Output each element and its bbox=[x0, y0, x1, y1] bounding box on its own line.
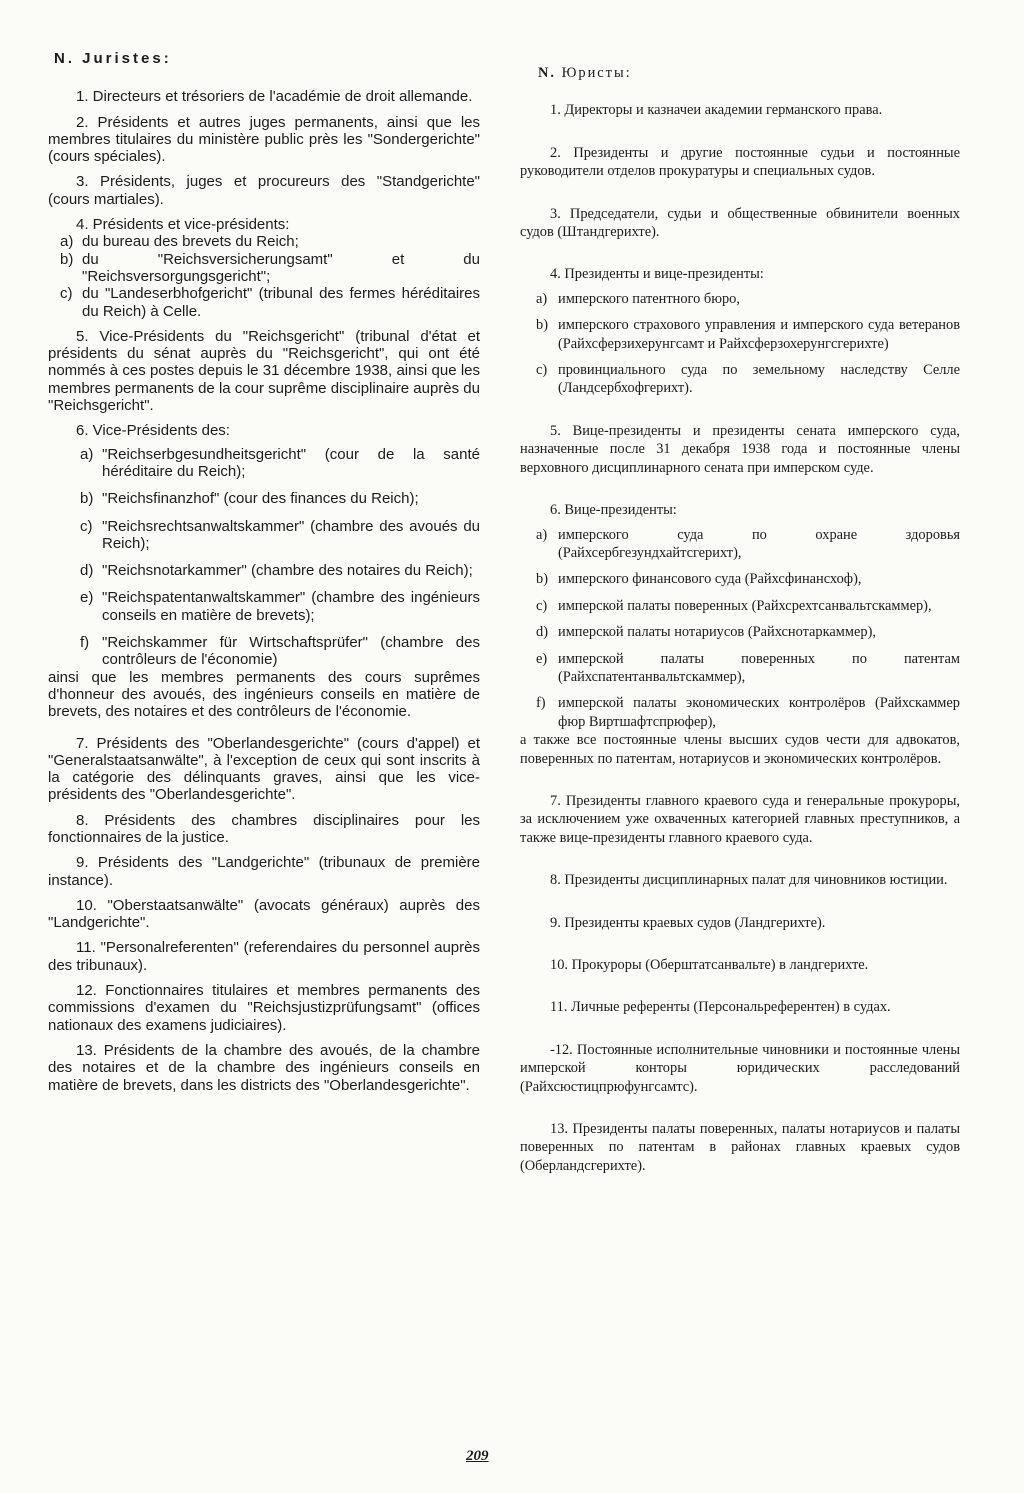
ru-item-5: 5. Вице-президенты и президенты сената имперского суда, назначенные после 31 декабря 1938 года и постоянные члены верховного дисциплинарного сената при имперском суде. bbox=[520, 422, 960, 476]
fr-item-10: 10. "Oberstaatsanwälte" (avocats généraux) auprès des "Landgerichte". bbox=[48, 896, 480, 932]
fr-item-6d: d) "Reichsnotarkammer" (chambre des notaires du Reich); bbox=[80, 562, 473, 580]
fr-item-4a: a) du bureau des brevets du Reich; bbox=[60, 233, 299, 251]
fr-item-4: 4. Présidents et vice-présidents: a) du bureau des brevets du Reich; b) du "Reichsversicherungsamt" et du "Reichsversorgungsgericht"; c) du "Landeserbhofgericht" (tribunal des fermes héréditaires du Reich) à Celle. bbox=[60, 216, 480, 320]
fr-item-13: 13. Présidents de la chambre des avoués, de la chambre des notaires et de la chambre des ingénieurs conseils en matière de brevets, dans les districts des "Oberlandesgerichte". bbox=[48, 1041, 480, 1094]
fr-item-6a: a) "Reichserbgesundheitsgericht" (cour de la santé héréditaire du Reich); bbox=[80, 445, 480, 480]
fr-item-9: 9. Présidents des "Landgerichte" (tribunaux de première instance). bbox=[48, 854, 480, 889]
ru-item-6: 6. Вице-президенты: а) имперского суда по охране здоровья (Райхсербгезундхайтсгерихт), b) имперского финансового суда (Райхсфинансхоф), с) имперской палаты поверенных (Райхсрехтсанвальтскаммер), d) имперской палаты нотариусов (Райхснотаркаммер), е) имперской палаты поверенных по патентам (Райхспатентанвальтскаммер), f) имперской палаты экономических контролёров (Райхскаммер фюр Виртшафтспрюфер), а также все постоянные члены высших судов чести для адвокатов, поверенных по патентам, нотариусов и экономических контролёров. bbox=[520, 502, 960, 767]
french-column bbox=[48, 50, 480, 1102]
fr-item-6b: b) "Reichsfinanzhof" (cour des finances du Reich); bbox=[80, 490, 419, 508]
ru-item-6d: d) имперской палаты нотариусов (Райхснотаркаммер), bbox=[536, 624, 876, 641]
ru-item-6a: а) имперского суда по охране здоровья (Райхсербгезундхайтсгерихт), bbox=[536, 526, 960, 561]
ru-item-10: 10. Прокуроры (Оберштатсанвальте) в ландгерихте. bbox=[550, 957, 869, 973]
section-heading-ru: N. Юристы: bbox=[538, 65, 632, 81]
fr-item-1: 1. Directeurs et trésoriers de l'académie de droit allemande. bbox=[76, 88, 473, 106]
ru-item-4c: с) провинциального суда по земельному наследству Селле (Ландсербхофгерихт). bbox=[536, 362, 960, 397]
ru-item-6-tail: а также все постоянные члены высших судов чести для адвокатов, поверенных по патентам, нотариусов и экономических контролёров. bbox=[520, 732, 960, 767]
ru-item-6b: b) имперского финансового суда (Райхсфинансхоф), bbox=[536, 571, 862, 588]
ru-item-6c: с) имперской палаты поверенных (Райхсрехтсанвальтскаммер), bbox=[536, 597, 932, 614]
fr-item-6-tail: ainsi que les membres permanents des cours suprêmes d'honneur des avoués, des ingénieurs conseils en matière de brevets, des notaires et des contrôleurs de l'économie. bbox=[48, 668, 480, 721]
fr-item-7: 7. Présidents des "Oberlandesgerichte" (cours d'appel) et "Generalstaatsanwälte", à l'exception de ceux qui sont inscrits à la catégorie des délinquants graves, ainsi que les vice-présidents des "Oberlandesgerichte". bbox=[48, 734, 480, 804]
fr-item-6f: f) "Reichskammer für Wirtschaftsprüfer" (chambre des contrôleurs de l'économie) bbox=[80, 634, 480, 669]
ru-item-12: -12. Постоянные исполнительные чиновники и постоянные члены имперской конторы юридических расследований (Райхсюстицпрюфунгсамтс). bbox=[520, 1041, 960, 1095]
fr-item-3: 3. Présidents, juges et procureurs des "Standgerichte" (cours martiales). bbox=[48, 173, 480, 208]
section-heading-fr: N. Juristes: bbox=[54, 50, 172, 67]
fr-item-4c: c) du "Landeserbhofgericht" (tribunal des fermes héréditaires du Reich) à Celle. bbox=[60, 285, 480, 320]
fr-item-2: 2. Présidents et autres juges permanents, ainsi que les membres titulaires du ministère public près les "Sondergerichte" (cours spéciales). bbox=[48, 113, 480, 166]
ru-item-8: 8. Президенты дисциплинарных палат для чиновников юстиции. bbox=[550, 872, 948, 889]
fr-item-12: 12. Fonctionnaires titulaires et membres permanents des commissions d'examen du "Reichsjustizprüfungsamt" (offices nationaux des examens judiciaires). bbox=[48, 982, 480, 1034]
ru-item-3: 3. Председатели, судьи и общественные обвинители военных судов (Штандгерихте). bbox=[520, 205, 960, 241]
ru-item-2: 2. Президенты и другие постоянные судьи и постоянные руководители отделов прокуратуры и специальных судов. bbox=[520, 144, 960, 180]
ru-item-6e: е) имперской палаты поверенных по патентам (Райхспатентанвальтскаммер), bbox=[536, 650, 960, 685]
ru-item-4: 4. Президенты и вице-президенты: а) имперского патентного бюро, b) имперского страхового управления и имперского суда ветеранов (Райхсферзихерунгсамт и Райхсферзохерунгсгерихте) с) провинциального суда по земельному наследству Селле (Ландсербхофгерихт). bbox=[536, 266, 960, 397]
ru-item-13: 13. Президенты палаты поверенных, палаты нотариусов и палаты поверенных по патентам в районах главных краевых судов (Оберландсгерихте). bbox=[520, 1121, 960, 1174]
ru-item-9: 9. Президенты краевых судов (Ландгерихте). bbox=[550, 914, 826, 931]
ru-item-4a: а) имперского патентного бюро, bbox=[536, 290, 740, 307]
fr-item-11: 11. "Personalreferenten" (referendaires du personnel auprès des tribunaux). bbox=[48, 939, 480, 974]
ru-item-11: 11. Личные референты (Персональреферентен) в судах. bbox=[550, 999, 891, 1016]
page-number: 209 bbox=[466, 1448, 489, 1464]
fr-item-6c: c) "Reichsrechtsanwaltskammer" (chambre des avoués du Reich); bbox=[80, 517, 480, 552]
fr-item-6e: e) "Reichspatentanwaltskammer" (chambre des ingénieurs conseils en matière de brevets); bbox=[80, 589, 480, 624]
fr-item-4b: b) du "Reichsversicherungsamt" et du "Reichsversorgungsgericht"; bbox=[60, 250, 480, 285]
fr-item-8: 8. Présidents des chambres disciplinaires pour les fonctionnaires de la justice. bbox=[48, 811, 480, 846]
fr-item-5: 5. Vice-Présidents du "Reichsgericht" (tribunal d'état et présidents du sénat auprès du "Reichsgericht", qui ont été nommés à ces postes depuis le 31 décembre 1938, ainsi que les membres permanents de la cour suprême disciplinaire auprès du "Reichsgericht". bbox=[48, 327, 480, 415]
ru-item-1: 1. Директоры и казначеи академии германского права. bbox=[550, 102, 883, 119]
russian-column bbox=[520, 50, 960, 1199]
ru-item-4b: b) имперского страхового управления и имперского суда ветеранов (Райхсферзихерунгсамт и Райхсферзохерунгсгерихте) bbox=[536, 317, 960, 352]
ru-item-7: 7. Президенты главного краевого суда и генеральные прокуроры, за исключением уже охваченных категорией главных преступников, а также вице-президенты главного краевого суда. bbox=[520, 792, 960, 846]
fr-item-6: 6. Vice-Présidents des: a) "Reichserbgesundheitsgericht" (cour de la santé héréditaire du Reich); b) "Reichsfinanzhof" (cour des finances du Reich); c) "Reichsrechtsanwaltskammer" (chambre des avoués du Reich); d) "Reichsnotarkammer" (chambre des notaires du Reich); e) "Reichspatentanwaltskammer" (chambre des ingénieurs conseils en matière de brevets); f) "Reichskammer für Wirtschaftsprüfer" (chambre des contrôleurs de l'économie) ainsi que les membres permanents des cours suprêmes d'honneur des avoués, des ingénieurs conseils en matière de brevets, des notaires et des contrôleurs de l'économie. bbox=[48, 422, 480, 721]
ru-item-6f: f) имперской палаты экономических контролёров (Райхскаммер фюр Виртшафтспрюфер), bbox=[536, 695, 960, 730]
